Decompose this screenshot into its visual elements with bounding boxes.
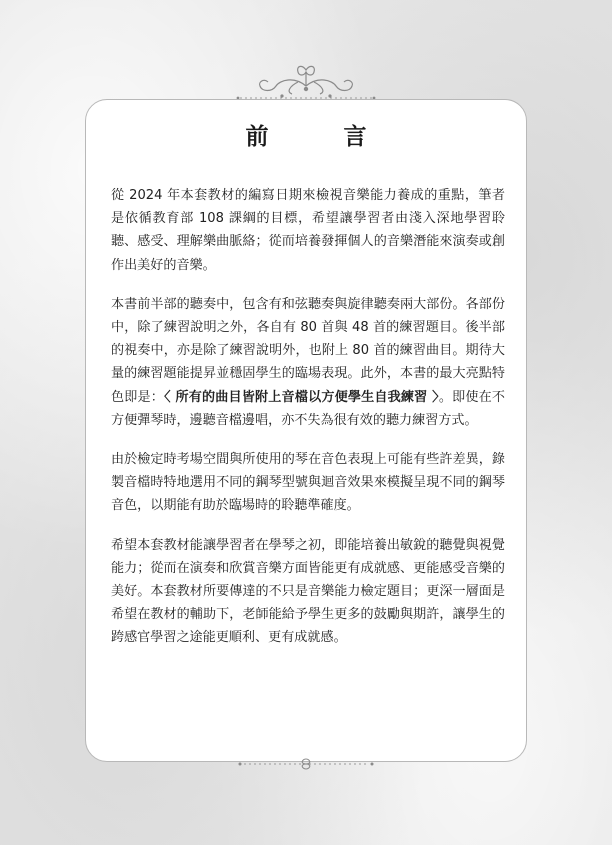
paragraph-2-text-after: 。即使在不方便彈琴時，邊聽音檔邊唱，亦不失為很有效的聽力練習方式。 [111,389,505,428]
dotted-divider-ornament-icon [236,755,376,773]
paragraph-4: 希望本套教材能讓學習者在學琴之初，即能培養出敏銳的聽覺與視覺能力；從而在演奏和欣賞音樂方面皆能更有成就感、更能感受音樂的美好。本套教材所要傳達的不只是音樂能力檢定題目；更深一層面是希望在教材的輔助下，老師能給予學生更多的鼓勵與期許，讓學生的跨感官學習之途能更順利、更有成就感。 [111,537,505,646]
page-title: 前 言 [245,123,393,150]
paragraph-1: 從 2024 年本套教材的編寫日期來檢視音樂能力養成的重點，筆者是依循教育部 108 課綱的目標，希望讓學習者由淺入深地學習聆聽、感受、理解樂曲脈絡；從而培養發揮個人的音樂潛能來演奏或創作出美好的音樂。 [111,188,505,273]
floral-scroll-ornament-icon [232,62,380,104]
preface-body [111,184,505,666]
paragraph-2-text-before: 本書前半部的聽奏中，包含有和弦聽奏與旋律聽奏兩大部份。各部份中，除了練習說明之外，各自有 80 首與 48 首的練習題目。後半部的視奏中，亦是除了練習說明外，也附上 80 首的練習曲目。期待大量的練習題能提昇並穩固學生的臨場表現。此外，本書的最大亮點特色即是： [111,296,505,405]
paragraph-3: 由於檢定時考場空間與所使用的琴在音色表現上可能有些許差異，錄製音檔時特地選用不同的鋼琴型號與迴音效果來模擬呈現不同的鋼琴音色，以期能有助於臨場時的聆聽準確度。 [111,452,505,514]
paragraph-2 [111,293,505,432]
paragraph-2-highlight: 〈 所有的曲目皆附上音檔以方便學生自我練習 〉 [164,389,439,405]
